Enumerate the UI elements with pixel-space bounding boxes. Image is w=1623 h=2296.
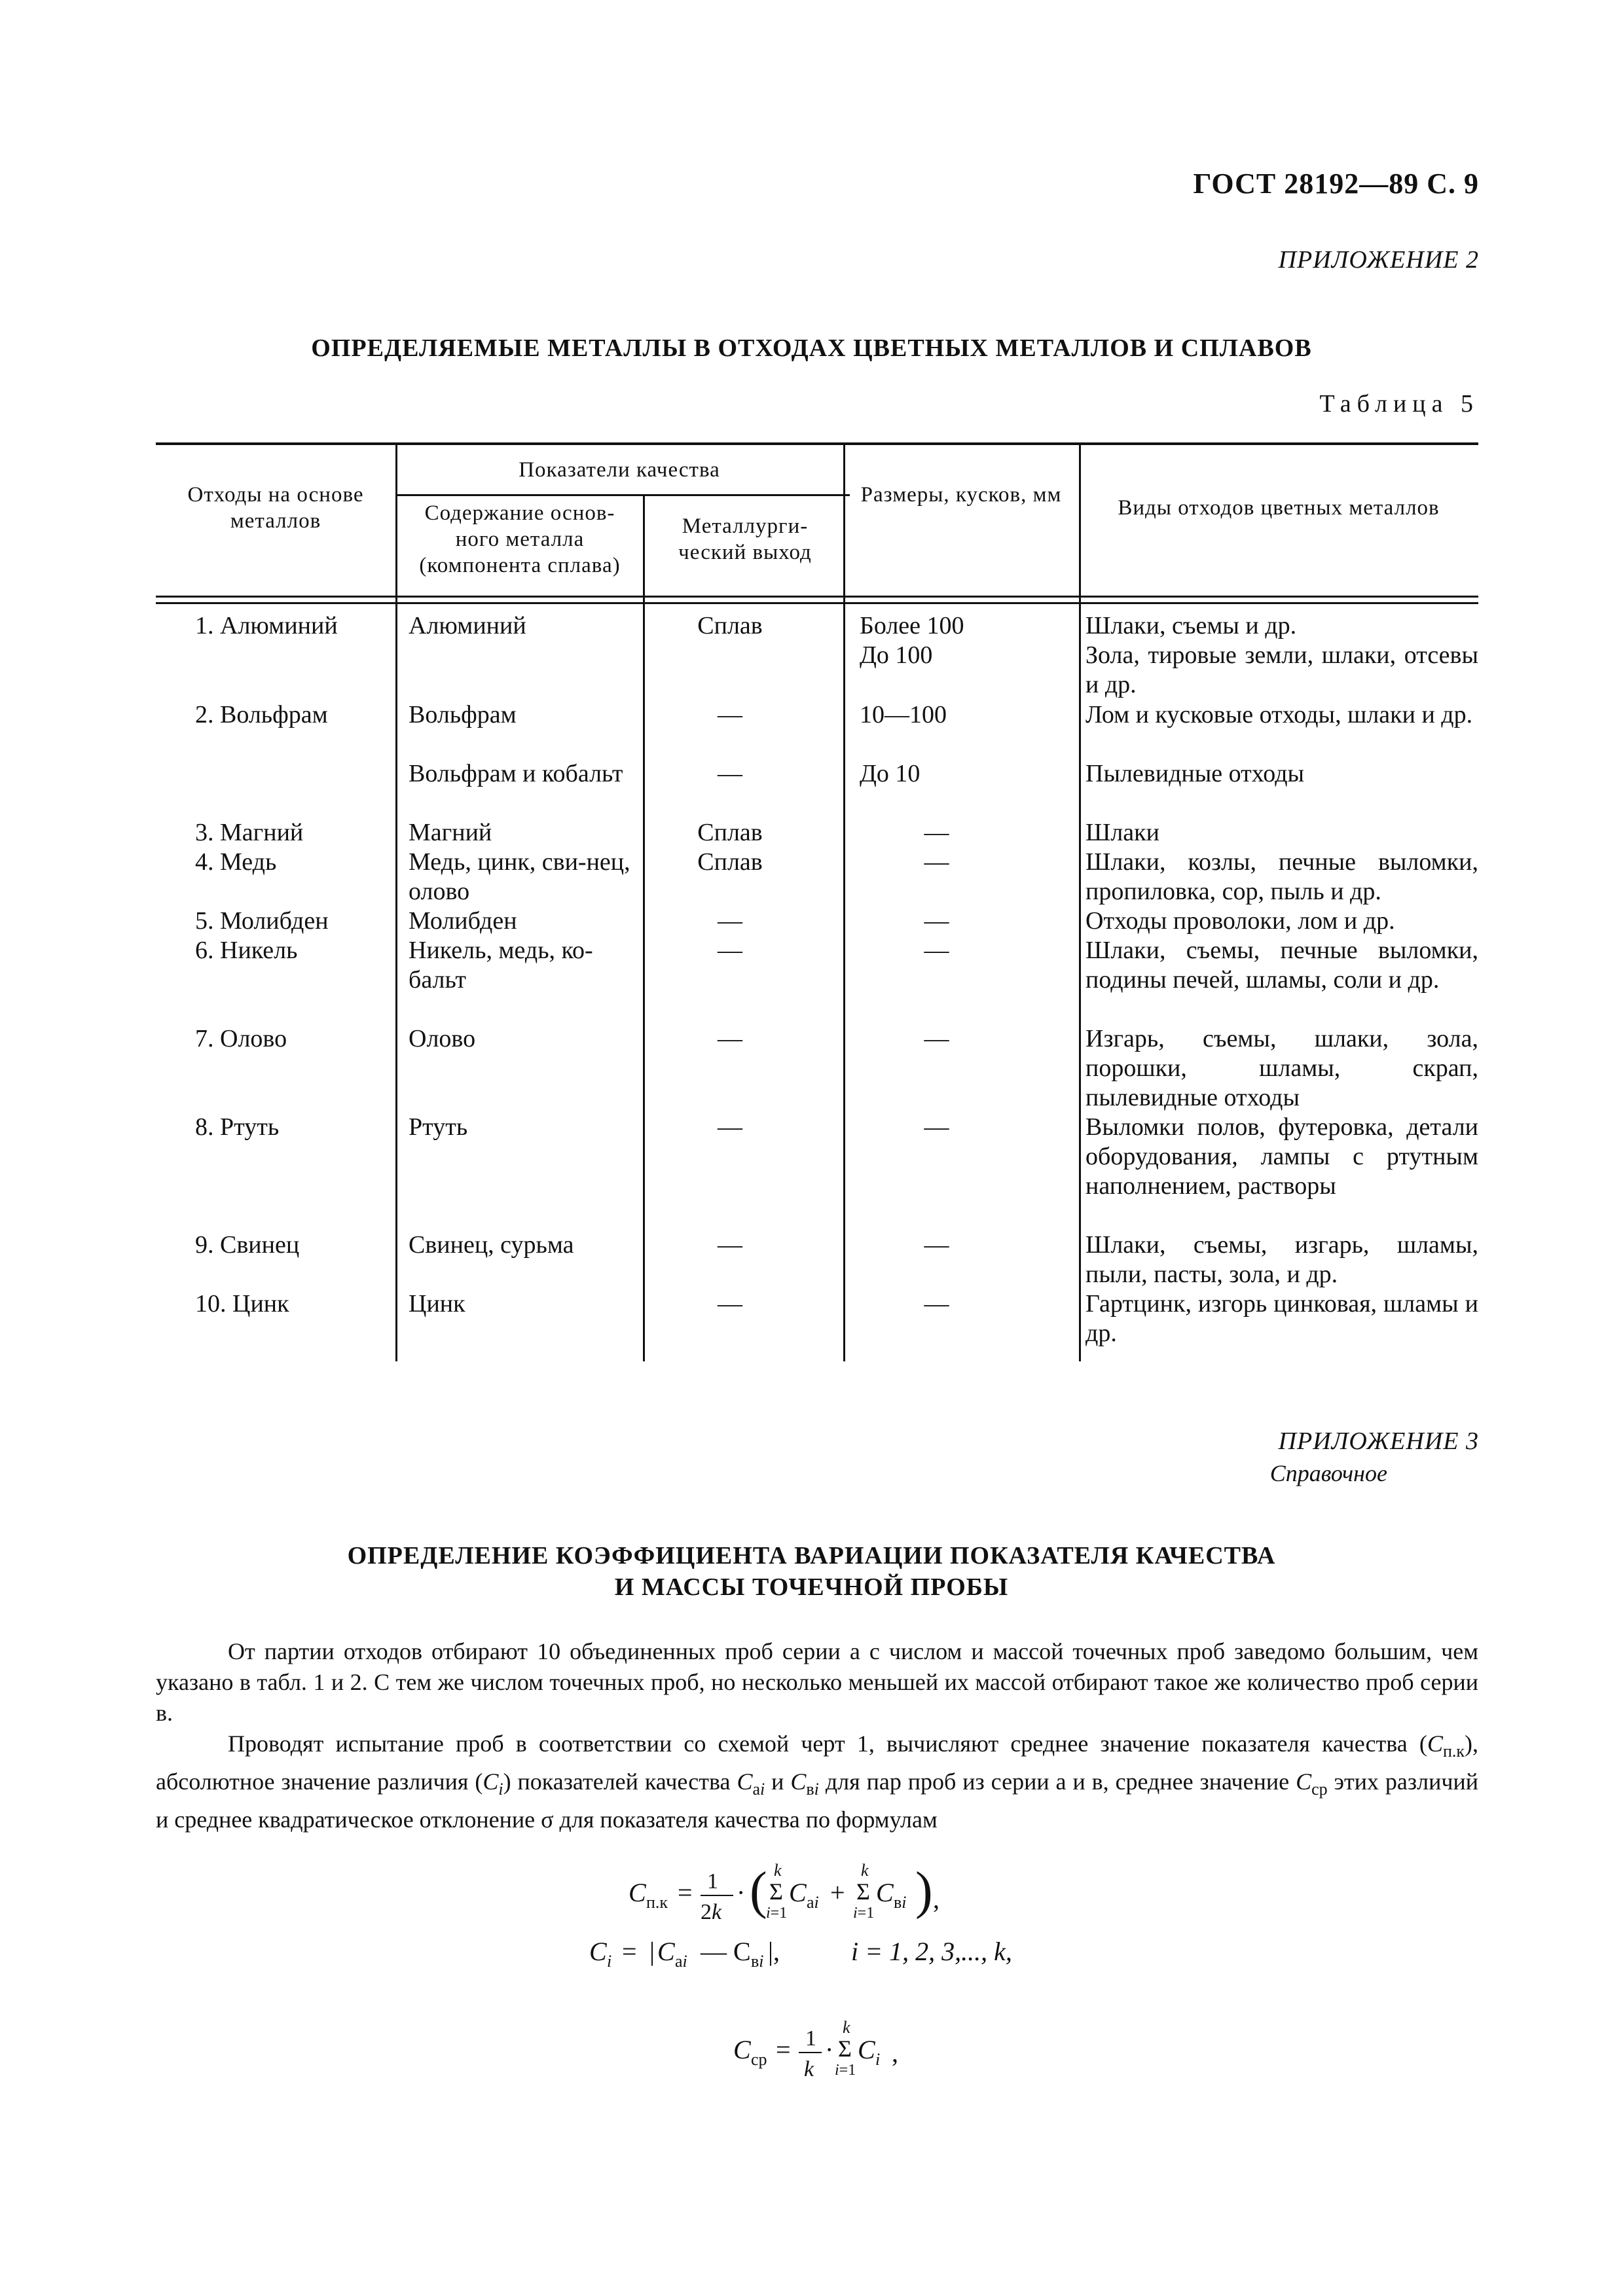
- formula-mean-difference: [720, 2003, 982, 2094]
- svg-text:аi: аi: [675, 1952, 687, 1971]
- svg-text:C: C: [789, 1878, 807, 1907]
- svg-text:C: C: [733, 2035, 751, 2064]
- appendix-3-title-line2: И МАССЫ ТОЧЕЧНОЙ ПРОБЫ: [614, 1573, 1009, 1601]
- table-cell: 2. Вольфрам: [195, 701, 328, 728]
- metals-table: [156, 442, 1478, 1359]
- table-cell: Никель, медь, ко-бальт: [409, 937, 593, 994]
- table-cell: Шлаки, козлы, печные выломки, пропиловка, сор, пыль и др.: [1085, 848, 1478, 905]
- svg-text:п.к: п.к: [646, 1893, 668, 1912]
- table-cell: Вольфрам и кобальт: [409, 760, 623, 787]
- svg-text:C: C: [733, 1937, 751, 1966]
- paragraph-1: От партии отходов отбирают 10 объединенных проб серии а с числом и массой точечных проб заведомо большим, чем указано в табл. 1 и 2. С тем же числом точечных проб, но несколько меньшей их массой отбирают такое же количество проб серии в.: [156, 1638, 1478, 1726]
- table-cell: Зола, тировые земли, шлаки, отсевы и др.: [1085, 641, 1478, 698]
- col-waste-base: Отходы на основе металлов: [187, 483, 364, 533]
- svg-text:·: ·: [737, 1878, 746, 1907]
- table-cell: 4. Медь: [195, 848, 277, 876]
- table-cell: Ртуть: [409, 1113, 468, 1141]
- appendix-3-title-line1: ОПРЕДЕЛЕНИЕ КОЭФФИЦИЕНТА ВАРИАЦИИ ПОКАЗАТЕЛЯ КАЧЕСТВА: [347, 1542, 1276, 1570]
- table-cell: Сплав: [697, 612, 763, 639]
- table-cell: Гартцинк, изгорь цинковая, шламы и др.: [1085, 1290, 1478, 1347]
- table-cell: 5. Молибден: [195, 907, 329, 935]
- col-waste-types: Виды отходов цветных металлов: [1118, 496, 1440, 520]
- svg-text:k: k: [861, 1861, 869, 1880]
- table-cell: До 10: [860, 760, 921, 787]
- table-cell: —: [924, 907, 949, 935]
- col-quality-group: Показатели качества: [519, 458, 720, 482]
- table-cell: Медь, цинк, сви-нец, олово: [409, 848, 630, 905]
- appendix-2-title: ОПРЕДЕЛЯЕМЫЕ МЕТАЛЛЫ В ОТХОДАХ ЦВЕТНЫХ МЕТАЛЛОВ И СПЛАВОВ: [311, 334, 1312, 362]
- table-cell: До 100: [860, 641, 933, 669]
- formula-index-range: i = 1, 2, 3,..., k,: [851, 1937, 1012, 1966]
- table-cell: 3. Магний: [195, 819, 304, 846]
- table-cell: Выломки полов, футеровка, детали оборудования, лампы с ртутным наполнением, растворы: [1085, 1113, 1478, 1200]
- svg-text:1: 1: [707, 1869, 718, 1893]
- svg-text:i=1: i=1: [853, 1905, 875, 1922]
- table-cell: 10. Цинк: [195, 1290, 289, 1318]
- svg-text:—: —: [701, 1937, 727, 1966]
- table-cell: —: [718, 1290, 742, 1318]
- table-cell: Магний: [409, 819, 492, 846]
- formula-difference: [570, 1928, 1093, 1973]
- col-metallurgic-yield: Металлурги-ческий выход: [678, 514, 812, 564]
- appendix-3-label: ПРИЛОЖЕНИЕ 3: [1278, 1427, 1479, 1455]
- svg-text:C: C: [629, 1878, 646, 1907]
- table-cell: Сплав: [697, 848, 763, 876]
- table-cell: Шлаки, съемы, изгарь, шламы, пыли, пасты, зола, и др.: [1085, 1231, 1478, 1288]
- table-cell: 6. Никель: [195, 937, 298, 964]
- svg-text:C: C: [589, 1937, 607, 1966]
- table-cell: Молибден: [409, 907, 517, 935]
- svg-text:=: =: [622, 1937, 637, 1966]
- svg-text:1: 1: [805, 2026, 816, 2051]
- page-header: ГОСТ 28192—89 С. 9: [1193, 168, 1479, 200]
- svg-text:=: =: [776, 2035, 791, 2064]
- table-cell: —: [718, 907, 742, 935]
- table-cell: Алюминий: [409, 612, 526, 639]
- table-cell: Пылевидные отходы: [1085, 760, 1305, 787]
- svg-text:вi: вi: [894, 1893, 907, 1912]
- svg-text:C: C: [858, 2035, 875, 2064]
- table-cell: Сплав: [697, 819, 763, 846]
- col-sizes: Размеры, кусков, мм: [860, 483, 1062, 507]
- table-cell: Шлаки: [1085, 819, 1159, 846]
- table-cell: —: [718, 1113, 742, 1141]
- svg-text:+: +: [830, 1878, 845, 1907]
- svg-text:|: |: [649, 1937, 655, 1966]
- table-cell: —: [718, 1025, 742, 1052]
- svg-text:Σ: Σ: [856, 1878, 870, 1905]
- table-cell: —: [718, 760, 742, 787]
- svg-text:i=1: i=1: [835, 2062, 856, 2079]
- svg-text:): ): [915, 1862, 933, 1920]
- svg-text:,: ,: [892, 2038, 898, 2068]
- svg-text:=: =: [678, 1878, 693, 1907]
- svg-text:аi: аi: [807, 1893, 819, 1912]
- svg-text:·: ·: [825, 2035, 834, 2064]
- table-cell: —: [718, 937, 742, 964]
- col-main-metal: Содержание основ-ного металла (компонента сплава): [419, 501, 621, 577]
- table-cell: —: [718, 1231, 742, 1259]
- table-cell: Вольфрам: [409, 701, 517, 728]
- appendix-3-sublabel: Справочное: [1269, 1460, 1387, 1486]
- table-cell: Отходы проволоки, лом и др.: [1085, 907, 1395, 935]
- table-cell: Шлаки, съемы и др.: [1085, 612, 1297, 639]
- formula-mean-quality: [602, 1846, 1021, 1937]
- table-cell: —: [924, 1290, 949, 1318]
- table-cell: —: [718, 701, 742, 728]
- svg-text:k: k: [843, 2018, 850, 2037]
- table-cell: Лом и кусковые отходы, шлаки и др.: [1085, 701, 1473, 728]
- svg-text:Σ: Σ: [769, 1878, 783, 1905]
- table-cell: Шлаки, съемы, печные выломки, подины печей, шламы, соли и др.: [1085, 937, 1478, 994]
- svg-text:C: C: [657, 1937, 675, 1966]
- table-cell: —: [924, 1113, 949, 1141]
- table-cell: Свинец, сурьма: [409, 1231, 574, 1259]
- table-cell: Изгарь, съемы, шлаки, зола, порошки, шламы, скрап, пылевидные отходы: [1085, 1025, 1478, 1111]
- table-cell: Более 100: [860, 612, 964, 639]
- appendix-2-label: ПРИЛОЖЕНИЕ 2: [1278, 246, 1479, 274]
- table-cell: 9. Свинец: [195, 1231, 300, 1259]
- table-cell: —: [924, 819, 949, 846]
- svg-text:k: k: [804, 2057, 814, 2081]
- table-cell: 7. Олово: [195, 1025, 287, 1052]
- table-cell: 10—100: [860, 701, 947, 728]
- svg-text:вi: вi: [751, 1952, 764, 1971]
- table-cell: Олово: [409, 1025, 476, 1052]
- svg-text:C: C: [876, 1878, 894, 1907]
- table-cell: —: [924, 1231, 949, 1259]
- svg-text:k: k: [774, 1861, 782, 1880]
- svg-text:|,: |,: [768, 1937, 780, 1966]
- table-cell: —: [924, 937, 949, 964]
- svg-text:Σ: Σ: [838, 2036, 852, 2062]
- svg-text:i: i: [607, 1952, 612, 1971]
- svg-text:2k: 2k: [701, 1900, 722, 1924]
- paragraph-2: Проводят испытание проб в соответствии со схемой черт 1, вычисляют среднее значение показателя качества $(C_{п.к})$, абсолютное значение различия $(C_i)$ показателей качества $C_{аi}$ и $C_{вi}$ для пар проб из серии а и в, среднее значение $C_{ср}$ этих различий и среднее квадратическое отклонение σ для показателя качества по формулам: [156, 1731, 1478, 1833]
- svg-text:,: ,: [933, 1884, 939, 1914]
- table-cell: —: [924, 848, 949, 876]
- table-cell: 8. Ртуть: [195, 1113, 280, 1141]
- svg-text:ср: ср: [751, 2050, 767, 2069]
- table-cell: Цинк: [409, 1290, 465, 1318]
- svg-text:i: i: [875, 2050, 881, 2069]
- svg-text:(: (: [750, 1862, 767, 1920]
- table-cell: 1. Алюминий: [195, 612, 338, 639]
- table-cell: —: [924, 1025, 949, 1052]
- table-number: Таблица 5: [1319, 390, 1479, 418]
- svg-text:i=1: i=1: [766, 1905, 788, 1922]
